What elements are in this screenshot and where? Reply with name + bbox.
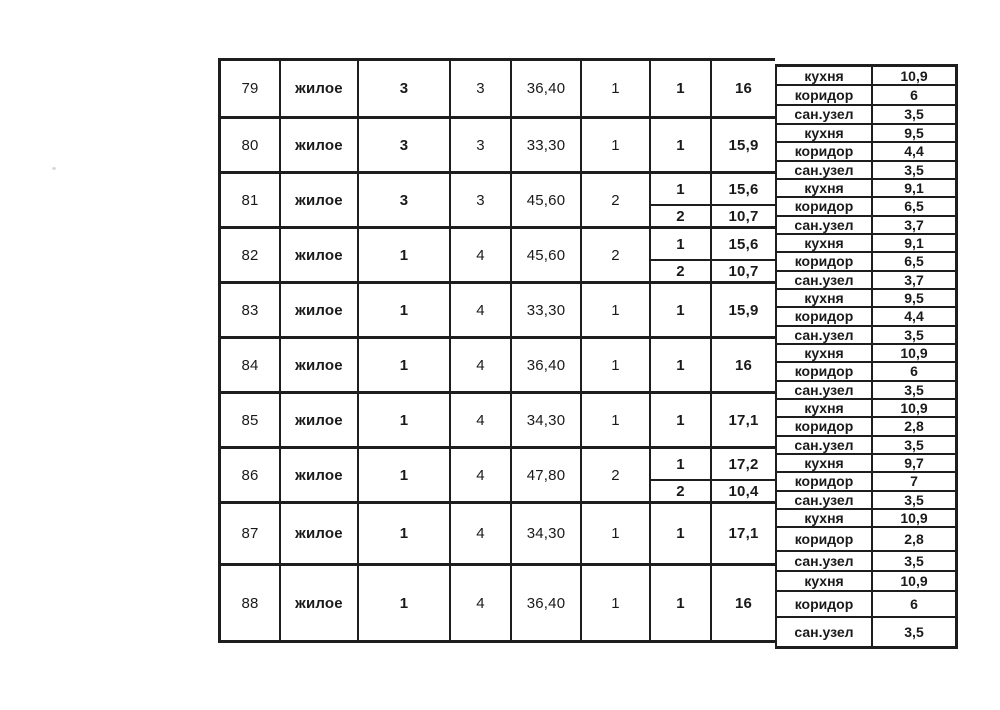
- cell-col4: 3: [451, 174, 512, 226]
- room-name-cell: сан.узел: [777, 618, 873, 646]
- sub-cols: [651, 339, 775, 391]
- room-area-cell: 3,5: [904, 161, 924, 178]
- room-area-cell: 10,9: [900, 400, 928, 417]
- cell-col6: 1: [582, 394, 651, 446]
- cell-col8: 17,2: [728, 455, 759, 473]
- cell-col5: 47,80: [512, 449, 582, 501]
- room-row: [777, 382, 955, 400]
- cell-col6: 1: [582, 339, 651, 391]
- unit-number-cell: 88: [221, 566, 281, 640]
- room-row: [777, 290, 955, 308]
- unit-number-cell: 83: [221, 284, 281, 336]
- sub-row: [651, 339, 775, 391]
- room-area-cell: 3,5: [904, 106, 924, 123]
- rooms-table: [775, 64, 958, 649]
- cell-col7: 1: [651, 61, 712, 116]
- unit-number-cell: 80: [221, 119, 281, 171]
- room-name-cell: коридор: [777, 473, 873, 489]
- room-name-cell: сан.узел: [777, 327, 873, 343]
- cell-col5: 45,60: [512, 229, 582, 281]
- cell-col6: 1: [582, 504, 651, 563]
- cell-col8: 10,4: [728, 482, 759, 500]
- room-row: [777, 180, 955, 198]
- cell-col7: 1: [651, 284, 712, 336]
- cell-col3: 1: [359, 284, 451, 336]
- room-area-cell: 7: [910, 473, 918, 490]
- room-row: [777, 572, 955, 592]
- room-row: [777, 308, 955, 326]
- cell-col5: 36,40: [512, 339, 582, 391]
- units-table: [218, 58, 775, 643]
- sub-cols: [651, 394, 775, 446]
- cell-col7: 1: [651, 449, 712, 479]
- cell-col4: 4: [451, 504, 512, 563]
- cell-col4: 3: [451, 61, 512, 116]
- room-row: [777, 473, 955, 491]
- cell-col3: 1: [359, 566, 451, 640]
- room-row: [777, 418, 955, 436]
- room-row: [777, 67, 955, 86]
- room-row: [777, 492, 955, 510]
- unit-row: [221, 284, 775, 339]
- cell-col8: 15,6: [728, 180, 759, 198]
- room-name-cell: кухня: [777, 180, 873, 196]
- unit-row: [221, 566, 775, 640]
- cell-col6: 2: [582, 449, 651, 501]
- room-row: [777, 198, 955, 216]
- room-name-cell: сан.узел: [777, 552, 873, 570]
- cell-col3: 1: [359, 449, 451, 501]
- cell-col6: 1: [582, 566, 651, 640]
- room-area-cell: 2,8: [904, 530, 924, 547]
- room-area-cell: 6: [910, 595, 918, 612]
- sub-row: [651, 566, 775, 640]
- unit-number-cell: 87: [221, 504, 281, 563]
- cell-col3: 1: [359, 504, 451, 563]
- room-row: [777, 363, 955, 381]
- unit-row: [221, 119, 775, 174]
- sub-cols: [651, 61, 775, 116]
- room-area-cell: 6,5: [904, 198, 924, 215]
- unit-row: [221, 229, 775, 284]
- room-area-cell: 4,4: [904, 143, 924, 160]
- unit-number-cell: 85: [221, 394, 281, 446]
- sub-cols: [651, 566, 775, 640]
- cell-col7: 1: [651, 229, 712, 259]
- room-name-cell: коридор: [777, 308, 873, 324]
- room-name-cell: коридор: [777, 198, 873, 214]
- cell-col4: 4: [451, 229, 512, 281]
- room-name-cell: сан.узел: [777, 217, 873, 233]
- room-name-cell: кухня: [777, 510, 873, 526]
- sub-cols: [651, 119, 775, 171]
- cell-col7: 1: [651, 119, 712, 171]
- room-name-cell: коридор: [777, 418, 873, 434]
- cell-col8: 17,1: [728, 411, 759, 429]
- unit-row: [221, 174, 775, 229]
- unit-type-cell: жилое: [281, 229, 359, 281]
- sub-cols: [651, 449, 775, 501]
- room-name-cell: кухня: [777, 125, 873, 141]
- cell-col6: 1: [582, 284, 651, 336]
- cell-col3: 1: [359, 394, 451, 446]
- room-area-cell: 3,5: [904, 623, 924, 640]
- cell-col3: 1: [359, 339, 451, 391]
- room-name-cell: кухня: [777, 290, 873, 306]
- room-area-cell: 9,1: [904, 235, 924, 252]
- room-area-cell: 6,5: [904, 253, 924, 270]
- unit-type-cell: жилое: [281, 339, 359, 391]
- cell-col6: 1: [582, 61, 651, 116]
- unit-number-cell: 82: [221, 229, 281, 281]
- sub-row: [651, 449, 775, 479]
- room-name-cell: коридор: [777, 363, 873, 379]
- unit-row: [221, 449, 775, 504]
- room-name-cell: кухня: [777, 235, 873, 251]
- room-area-cell: 6: [910, 363, 918, 380]
- unit-type-cell: жилое: [281, 504, 359, 563]
- cell-col5: 33,30: [512, 119, 582, 171]
- cell-col3: 3: [359, 119, 451, 171]
- room-area-cell: 3,5: [904, 552, 924, 569]
- room-name-cell: кухня: [777, 67, 873, 84]
- room-area-cell: 10,9: [900, 572, 928, 589]
- room-area-cell: 4,4: [904, 308, 924, 325]
- room-row: [777, 217, 955, 235]
- room-name-cell: коридор: [777, 143, 873, 159]
- cell-col7: 1: [651, 339, 712, 391]
- room-row: [777, 106, 955, 125]
- unit-row: [221, 61, 775, 119]
- sub-row: [651, 61, 775, 116]
- sub-row: [651, 479, 775, 501]
- room-area-cell: 6: [910, 86, 918, 103]
- room-row: [777, 162, 955, 180]
- cell-col7: 1: [651, 394, 712, 446]
- cell-col8: 16: [734, 594, 753, 612]
- cell-col5: 36,40: [512, 566, 582, 640]
- cell-col4: 3: [451, 119, 512, 171]
- scan-speckle: [52, 167, 56, 170]
- room-name-cell: сан.узел: [777, 106, 873, 123]
- room-row: [777, 86, 955, 105]
- room-name-cell: кухня: [777, 345, 873, 361]
- unit-type-cell: жилое: [281, 566, 359, 640]
- unit-row: [221, 504, 775, 566]
- cell-col6: 2: [582, 229, 651, 281]
- room-name-cell: сан.узел: [777, 272, 873, 288]
- room-row: [777, 125, 955, 143]
- cell-col6: 2: [582, 174, 651, 226]
- cell-col5: 45,60: [512, 174, 582, 226]
- room-area-cell: 3,5: [904, 326, 924, 343]
- room-name-cell: сан.узел: [777, 492, 873, 508]
- cell-col8: 15,6: [728, 235, 759, 253]
- room-row: [777, 272, 955, 290]
- room-area-cell: 9,5: [904, 125, 924, 142]
- room-area-cell: 9,1: [904, 180, 924, 197]
- room-row: [777, 528, 955, 552]
- sub-row: [651, 204, 775, 226]
- cell-col4: 4: [451, 339, 512, 391]
- room-name-cell: коридор: [777, 528, 873, 550]
- room-area-cell: 3,7: [904, 271, 924, 288]
- room-row: [777, 618, 955, 646]
- cell-col6: 1: [582, 119, 651, 171]
- room-area-cell: 10,9: [900, 509, 928, 526]
- room-area-cell: 3,5: [904, 436, 924, 453]
- room-area-cell: 2,8: [904, 418, 924, 435]
- sub-cols: [651, 504, 775, 563]
- cell-col8: 15,9: [728, 301, 759, 319]
- unit-number-cell: 86: [221, 449, 281, 501]
- room-area-cell: 10,9: [900, 67, 928, 84]
- room-area-cell: 9,5: [904, 290, 924, 307]
- room-row: [777, 235, 955, 253]
- room-area-cell: 9,7: [904, 455, 924, 472]
- cell-col5: 33,30: [512, 284, 582, 336]
- cell-col8: 16: [734, 356, 753, 374]
- room-row: [777, 143, 955, 161]
- room-area-cell: 3,5: [904, 381, 924, 398]
- room-name-cell: коридор: [777, 592, 873, 616]
- cell-col5: 34,30: [512, 394, 582, 446]
- room-name-cell: кухня: [777, 400, 873, 416]
- sub-row: [651, 174, 775, 204]
- room-name-cell: коридор: [777, 253, 873, 269]
- room-area-cell: 10,9: [900, 345, 928, 362]
- room-row: [777, 592, 955, 618]
- room-name-cell: кухня: [777, 572, 873, 590]
- cell-col7: 2: [651, 481, 712, 501]
- unit-type-cell: жилое: [281, 119, 359, 171]
- unit-number-cell: 79: [221, 61, 281, 116]
- cell-col4: 4: [451, 284, 512, 336]
- sub-cols: [651, 229, 775, 281]
- cell-col8: 16: [734, 80, 753, 97]
- room-row: [777, 253, 955, 271]
- cell-col3: 3: [359, 61, 451, 116]
- room-row: [777, 327, 955, 345]
- room-row: [777, 510, 955, 528]
- unit-type-cell: жилое: [281, 61, 359, 116]
- unit-number-cell: 81: [221, 174, 281, 226]
- sub-row: [651, 394, 775, 446]
- room-row: [777, 400, 955, 418]
- unit-type-cell: жилое: [281, 394, 359, 446]
- cell-col3: 1: [359, 229, 451, 281]
- cell-col8: 17,1: [728, 525, 759, 542]
- unit-row: [221, 394, 775, 449]
- cell-col7: 1: [651, 504, 712, 563]
- room-row: [777, 345, 955, 363]
- unit-type-cell: жилое: [281, 449, 359, 501]
- room-name-cell: коридор: [777, 86, 873, 103]
- cell-col8: 10,7: [728, 207, 759, 225]
- sub-row: [651, 259, 775, 281]
- sub-row: [651, 229, 775, 259]
- cell-col4: 4: [451, 449, 512, 501]
- cell-col8: 10,7: [728, 262, 759, 280]
- cell-col8: 15,9: [728, 136, 759, 154]
- unit-type-cell: жилое: [281, 174, 359, 226]
- sub-cols: [651, 284, 775, 336]
- cell-col5: 36,40: [512, 61, 582, 116]
- room-row: [777, 455, 955, 473]
- cell-col7: 2: [651, 206, 712, 226]
- unit-type-cell: жилое: [281, 284, 359, 336]
- room-row: [777, 437, 955, 455]
- sub-row: [651, 504, 775, 563]
- cell-col5: 34,30: [512, 504, 582, 563]
- cell-col3: 3: [359, 174, 451, 226]
- room-area-cell: 3,5: [904, 491, 924, 508]
- sub-cols: [651, 174, 775, 226]
- room-name-cell: сан.узел: [777, 437, 873, 453]
- room-area-cell: 3,7: [904, 216, 924, 233]
- cell-col7: 1: [651, 566, 712, 640]
- cell-col4: 4: [451, 394, 512, 446]
- sub-row: [651, 284, 775, 336]
- unit-row: [221, 339, 775, 394]
- cell-col7: 2: [651, 261, 712, 281]
- cell-col7: 1: [651, 174, 712, 204]
- sub-row: [651, 119, 775, 171]
- room-name-cell: сан.узел: [777, 382, 873, 398]
- room-name-cell: сан.узел: [777, 162, 873, 178]
- unit-number-cell: 84: [221, 339, 281, 391]
- room-name-cell: кухня: [777, 455, 873, 471]
- cell-col4: 4: [451, 566, 512, 640]
- room-row: [777, 552, 955, 572]
